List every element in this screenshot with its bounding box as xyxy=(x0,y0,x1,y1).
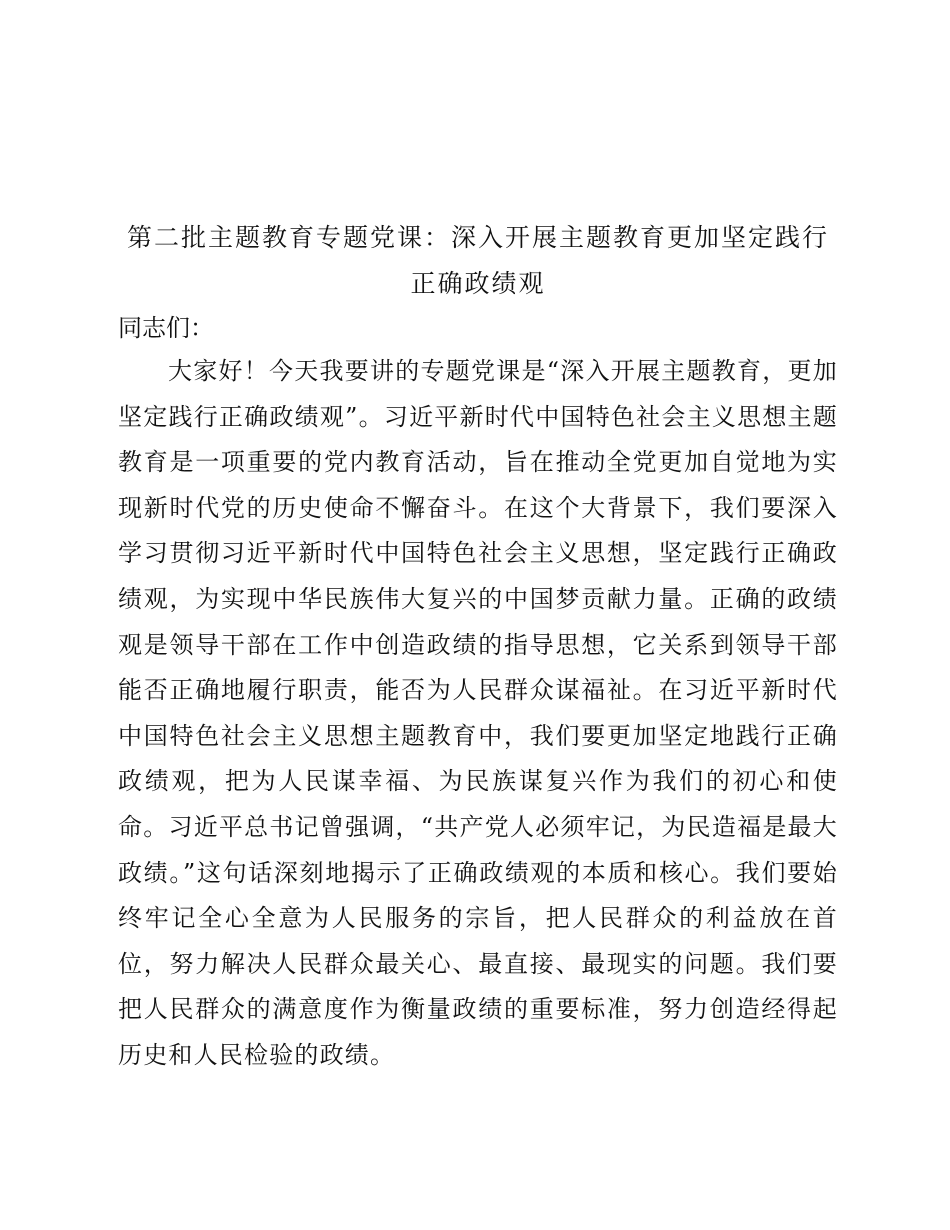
body-paragraph: 大家好！今天我要讲的专题党课是“深入开展主题教育，更加坚定践行正确政绩观”。习近平新时代中国特色社会主义思想主题教育是一项重要的党内教育活动，旨在推动全党更加自觉地为实现新时代党的历史使命不懈奋斗。在这个大背景下，我们要深入学习贯彻习近平新时代中国特色社会主义思想，坚定践行正确政绩观，为实现中华民族伟大复兴的中国梦贡献力量。正确的政绩观是领导干部在工作中创造政绩的指导思想，它关系到领导干部能否正确地履行职责，能否为人民群众谋福祉。在习近平新时代中国特色社会主义思想主题教育中，我们要更加坚定地践行正确政绩观，把为人民谋幸福、为民族谋复兴作为我们的初心和使命。习近平总书记曾强调，“共产党人必须牢记，为民造福是最大政绩。”这句话深刻地揭示了正确政绩观的本质和核心。我们要始终牢记全心全意为人民服务的宗旨，把人民群众的利益放在首位，努力解决人民群众最关心、最直接、最现实的问题。我们要把人民群众的满意度作为衡量政绩的重要标准，努力创造经得起历史和人民检验的政绩。 xyxy=(118,357,838,1069)
document-title: 第二批主题教育专题党课：深入开展主题教育更加坚定践行正确政绩观 xyxy=(126,223,829,298)
salutation: 同志们： xyxy=(118,314,214,342)
